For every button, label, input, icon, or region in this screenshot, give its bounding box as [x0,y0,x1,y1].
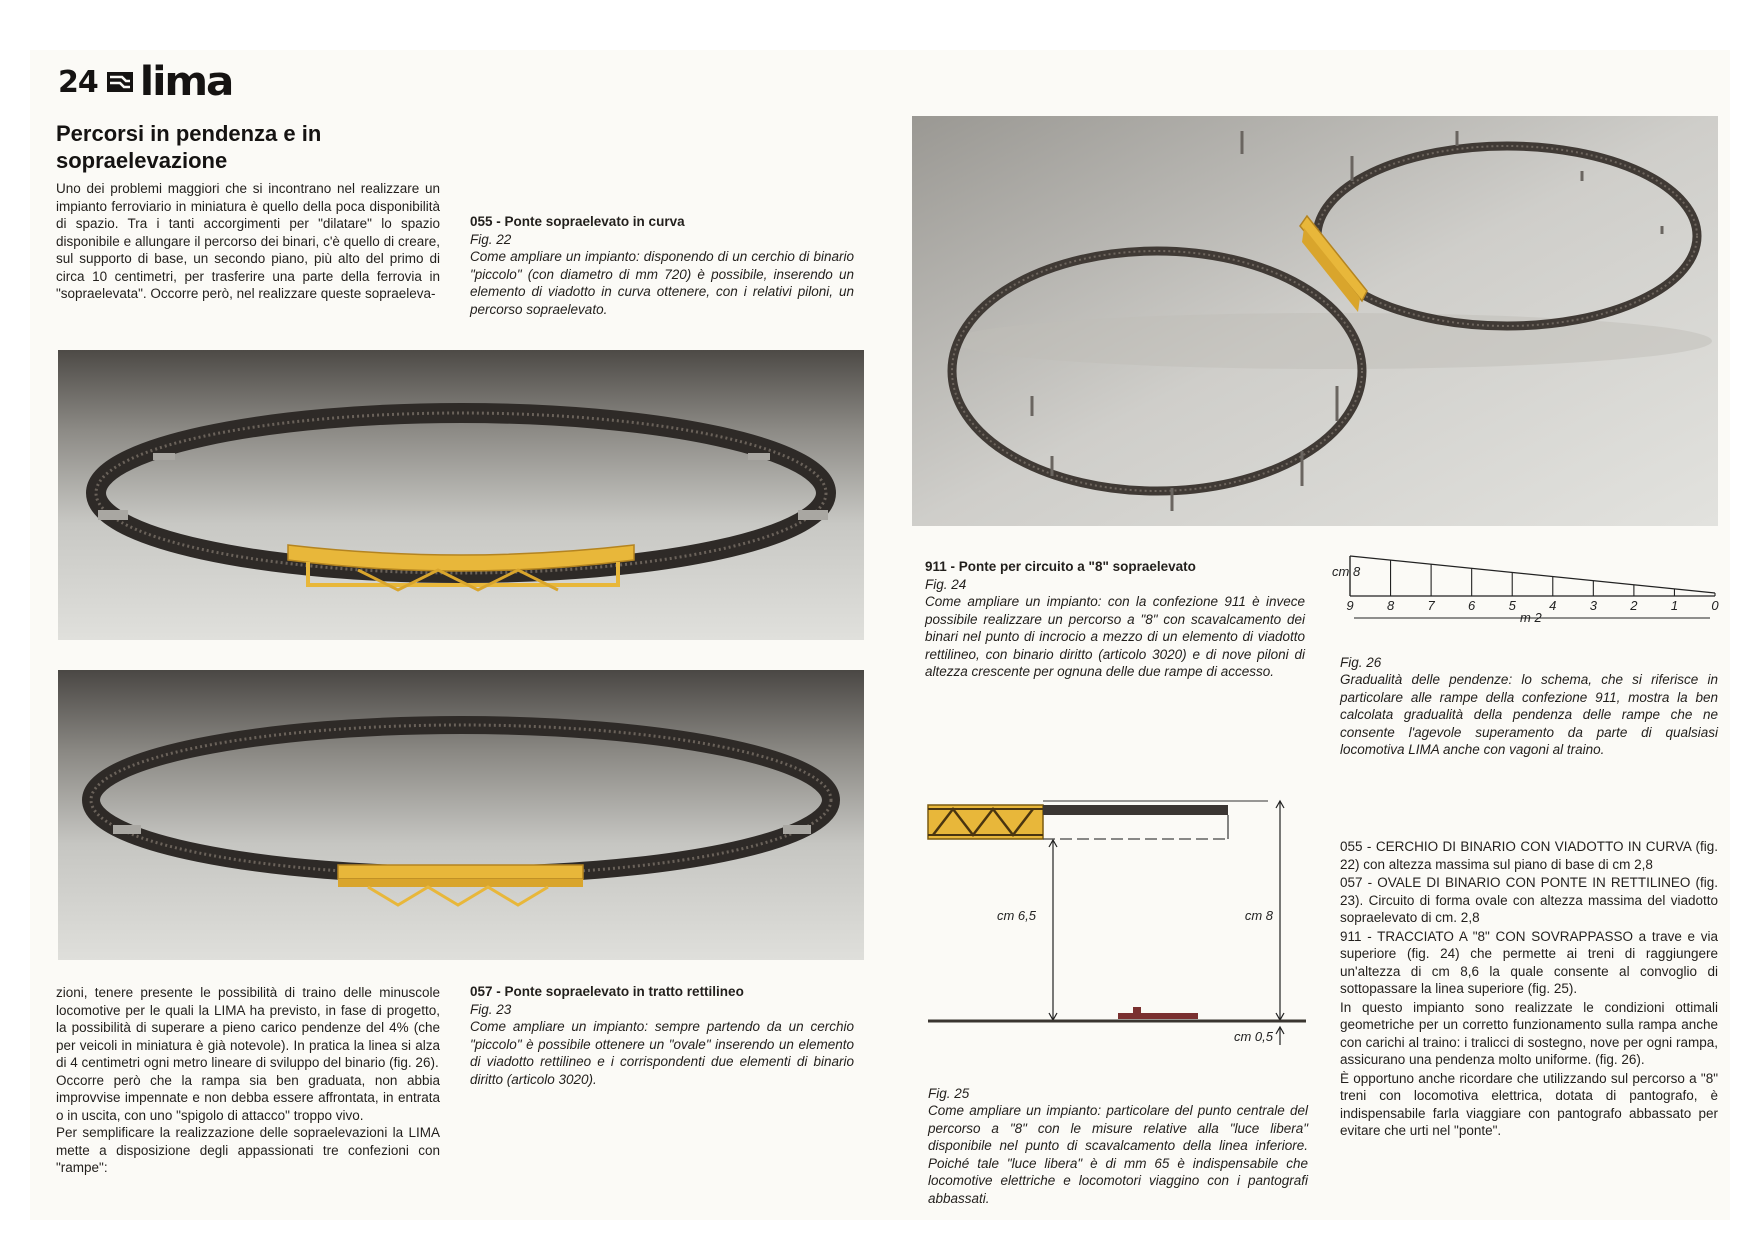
photo-fig23-straight-bridge [58,670,864,960]
fig25-base-label: cm 0,5 [1233,1029,1273,1044]
lima-logo-icon [106,69,134,95]
product-specs [1340,838,1718,1141]
fig25-text: Come ampliare un impianto: particolare del punto centrale del percorso a "8" con le misure relative alla "luce libera" disponibile nel punto di scavalcamento della linea inferiore. Poiché tale "luce libera" è di mm 65 è indispensabile che locomotive elettriche e locomotori viaggino con i pantografi abbassati. [928,1103,1308,1206]
spec-057: 057 - OVALE DI BINARIO CON PONTE IN RETTILINEO (fig. 23). Circuito di forma ovale con altezza massima del viadotto sopraelevato di cm. 2,8 [1340,875,1718,925]
fig25-height-label: cm 8 [1244,908,1273,923]
fig25-clearance-label: cm 6,5 [996,908,1036,923]
intro-paragraph: Uno dei problemi maggiori che si incontrano nel realizzare un impianto ferroviario in miniatura è quello della poca disponibilità di spazio. Tra i tanti accorgimenti per "dilatare" lo spazio disponibile e allungare il percorso dei binari, c'è quello di creare, sul supporto di base, un secondo piano, più alto del primo di circa 10 centimetri, per trasferire una parte della ferrovia in "sopraelevata". Occorre però, nel realizzare queste sopraeleva- [56,181,440,301]
fig23-caption [470,983,854,1088]
photo-fig24-figure-eight [912,116,1718,526]
fig23-title: 057 - Ponte sopraelevato in tratto rettilineo [470,984,744,999]
fig26-tick-label: 3 [1589,598,1597,613]
fig25-caption [928,1085,1308,1207]
continued-paragraph-3: Per semplificare la realizzazione delle sopraelevazioni la LIMA mette a disposizione degli appassionati tre confezioni con "rampe": [56,1125,440,1175]
continued-paragraph-2: Occorre però che la rampa sia ben graduata, non abbia improvvise impennate e non debba essere affrontata, in entrata o in uscita, con uno "spigolo di attacco" troppo vivo. [56,1072,440,1123]
fig26-number: Fig. 26 [1340,655,1382,670]
fig26-tick-label: 0 [1711,598,1719,613]
fig23-number: Fig. 23 [470,1002,512,1017]
fig25-clearance-diagram [928,795,1306,1045]
fig26-tick-label: 4 [1549,598,1557,613]
continued-paragraphs [56,984,440,1177]
fig26-tick-label: 2 [1630,598,1638,613]
fig26-tick-label: 6 [1468,598,1476,613]
page-number: 24 [58,64,98,100]
fig24-number: Fig. 24 [925,577,967,592]
fig22-caption [470,213,854,318]
brand-logo: lima [139,59,233,105]
fig25-number: Fig. 25 [928,1086,970,1101]
fig24-text: Come ampliare un impianto: con la confezione 911 è invece possibile realizzare un percorso a "8" con scavalcamento dei binari nel punto di incrocio a mezzo di un elemento di viadotto rettilineo, con binario diritto (articolo 3020) e di nove piloni di altezza crescente per ognuna delle due rampe di accesso. [925,594,1305,679]
spec-paragraph-2: È opportuno anche ricordare che utilizzando sul percorso a "8" treni con locomotiva elettrica, dotata di pantografo, è indispensabile farla viaggiare con pantografo abbassato per evitare che urti nel "ponte". [1340,1070,1718,1138]
fig26-text: Gradualità delle pendenze: lo schema, che si riferisce in particolare alle rampe della confezione 911, mostra la ben calcolata gradualità della pendenza delle rampe che ne consente l'agevole superamento da parte di qualsiasi locomotiva LIMA anche con vagoni al traino. [1340,672,1718,757]
yellow-truss-bridge [928,805,1043,839]
fig22-text: Come ampliare un impianto: disponendo di un cerchio di binario "piccolo" (con diametro di mm 720) è possibile, inserendo un elemento di viadotto in curva ottenere, con i relativi piloni, un percorso sopraelevato. [470,249,854,317]
fig26-ramp-diagram [1330,548,1720,628]
fig24-caption [925,558,1305,681]
fig26-length-label: m 2 [1520,610,1542,625]
fig26-tick-label: 5 [1508,598,1516,613]
page-title [56,120,456,174]
spec-paragraph-1: In questo impianto sono realizzate le condizioni ottimali geometriche per un corretto funzionamento sulla rampa anche con carichi al traino: i tralicci di sostegno, nove per ogni rampa, assicurano una pendenza molto uniforme. (fig. 26). [1340,999,1718,1067]
photo-fig22-curved-viaduct [58,350,864,640]
fig26-height-label: cm 8 [1332,564,1361,579]
continued-paragraph-1: zioni, tenere presente le possibilità di traino delle minuscole locomotive per le quali la LIMA ha previsto, in fase di progetto, la possibilità di superare a pieno carico pendenze del 4% (che per veicoli in miniatura è già notevole). In pratica la linea si alza di 4 centimetri ogni metro lineare di sviluppo del binario (fig. 26). [56,985,440,1070]
title-line-1: Percorsi in pendenza e in [56,121,322,146]
fig22-title: 055 - Ponte sopraelevato in curva [470,214,685,229]
fig24-title: 911 - Ponte per circuito a "8" sopraelevato [925,559,1196,574]
fig22-number: Fig. 22 [470,232,512,247]
fig26-tick-label: 9 [1346,598,1354,613]
spec-055: 055 - CERCHIO DI BINARIO CON VIADOTTO IN CURVA (fig. 22) con altezza massima sul piano di base di cm 2,8 [1340,839,1718,872]
fig23-text: Come ampliare un impianto: sempre partendo da un cerchio "piccolo" è possibile ottenere un "ovale" inserendo un elemento di viadotto rettilineo e i corrispondenti due elementi di binario diritto (articolo 3020). [470,1019,854,1087]
fig26-tick-label: 7 [1427,598,1435,613]
fig26-caption [1340,654,1718,759]
fig26-tick-label: 8 [1386,598,1395,613]
title-line-2: sopraelevazione [56,148,228,173]
spec-911: 911 - TRACCIATO A "8" CON SOVRAPPASSO a trave e via superiore (fig. 24) che permette ai treni di raggiungere un'altezza di cm 8,6 la quale consente al convoglio di sottopassare la linea superiore (fig. 25). [1340,928,1718,996]
fig26-tick-label: 1 [1670,598,1679,613]
page-header [58,59,233,105]
